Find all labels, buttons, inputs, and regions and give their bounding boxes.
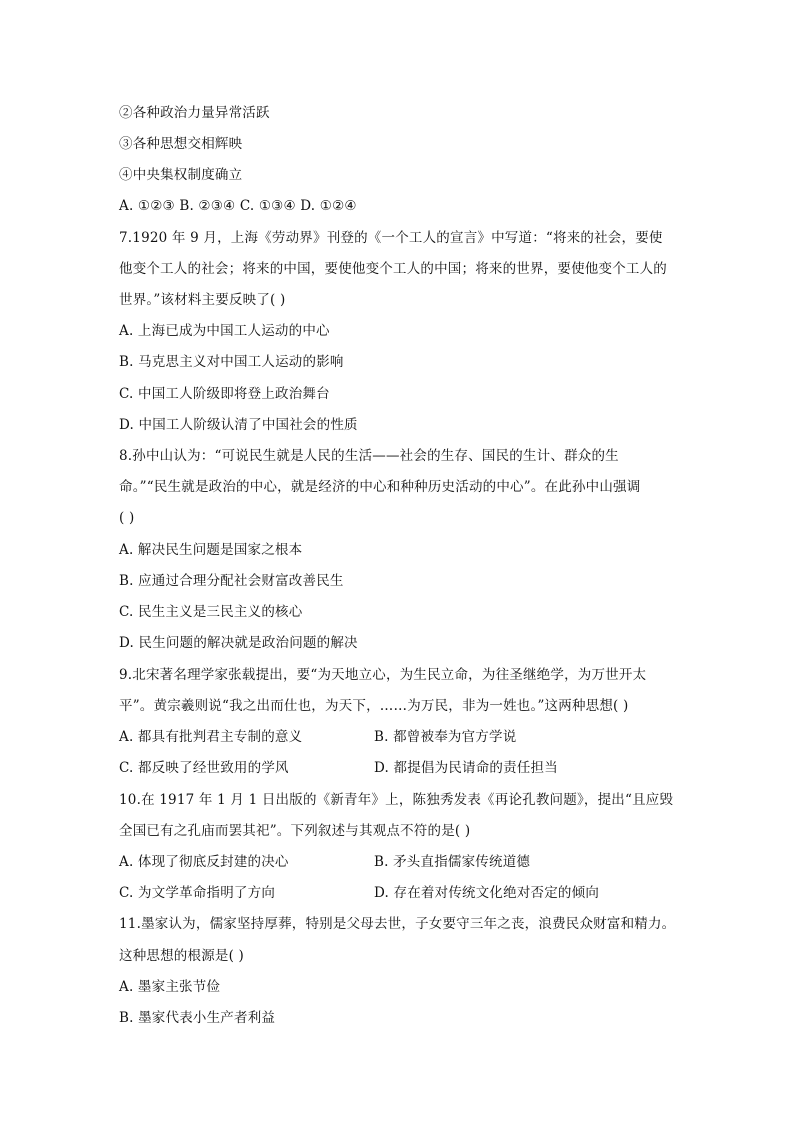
question-8-text: 命。”“民生就是政治的中心，就是经济的中心和种种历史活动的中心”。在此孙中山强调: [119, 479, 641, 495]
option-line: ③各种思想交相辉映: [119, 136, 243, 152]
question-10-option-c: C. 为文学革命指明了方向: [119, 885, 276, 901]
question-10-option-a: A. 体现了彻底反封建的决心: [119, 854, 289, 870]
question-9-option-a: A. 都具有批判君主专制的意义: [119, 729, 303, 745]
question-8-option-d: D. 民生问题的解决就是政治问题的解决: [119, 635, 358, 651]
question-7-option-b: B. 马克思主义对中国工人运动的影响: [119, 354, 344, 370]
question-9-text: 平”。黄宗羲则说“我之出而仕也，为天下，……为万民，非为一姓也。”这两种思想( ): [119, 698, 629, 714]
question-7-text: 7.1920 年 9 月，上海《劳动界》刊登的《一个工人的宣言》中写道：“将来的社会，要使: [119, 230, 663, 246]
question-8-option-a: A. 解决民生问题是国家之根本: [119, 542, 303, 558]
question-10-text: 全国已有之孔庙而罢其祀”。下列叙述与其观点不符的是( ): [119, 823, 471, 839]
question-11-option-b: B. 墨家代表小生产者利益: [119, 1010, 276, 1026]
question-9-option-d: D. 都提倡为民请命的责任担当: [374, 760, 558, 776]
answer-choices: A. ①②③ B. ②③④ C. ①③④ D. ①②④: [119, 198, 357, 214]
question-7-option-a: A. 上海已成为中国工人运动的中心: [119, 323, 330, 339]
question-9-text: 9.北宋著名理学家张载提出，要“为天地立心，为生民立命，为往圣继绝学，为万世开太: [119, 667, 647, 683]
question-10-option-d: D. 存在着对传统文化绝对否定的倾向: [374, 885, 600, 901]
option-line: ②各种政治力量异常活跃: [119, 105, 270, 121]
question-7-text: 世界。”该材料主要反映了( ): [119, 292, 286, 308]
question-11-text: 11.墨家认为，儒家坚持厚葬，特别是父母去世，子女要守三年之丧，浪费民众财富和精力。: [119, 916, 676, 932]
question-8-option-c: C. 民生主义是三民主义的核心: [119, 604, 303, 620]
question-11-option-a: A. 墨家主张节俭: [119, 979, 221, 995]
question-11-text: 这种思想的根源是( ): [119, 948, 245, 964]
question-8-text: ( ): [119, 510, 135, 526]
question-10-option-b: B. 矛头直指儒家传统道德: [374, 854, 531, 870]
question-10-text: 10.在 1917 年 1 月 1 日出版的《新青年》上，陈独秀发表《再论孔教问题》，提出“且应毁: [119, 792, 674, 808]
question-7-option-c: C. 中国工人阶级即将登上政治舞台: [119, 386, 330, 402]
question-7-option-d: D. 中国工人阶级认清了中国社会的性质: [119, 417, 358, 433]
question-8-text: 8.孙中山认为：“可说民生就是人民的生活——社会的生存、国民的生计、群众的生: [119, 448, 619, 464]
question-9-option-b: B. 都曾被奉为官方学说: [374, 729, 517, 745]
question-9-option-c: C. 都反映了经世致用的学风: [119, 760, 289, 776]
question-7-text: 他变个工人的社会；将来的中国，要使他变个工人的中国；将来的世界，要使他变个工人的: [119, 261, 667, 277]
option-line: ④中央集权制度确立: [119, 167, 243, 183]
question-8-option-b: B. 应通过合理分配社会财富改善民生: [119, 573, 344, 589]
